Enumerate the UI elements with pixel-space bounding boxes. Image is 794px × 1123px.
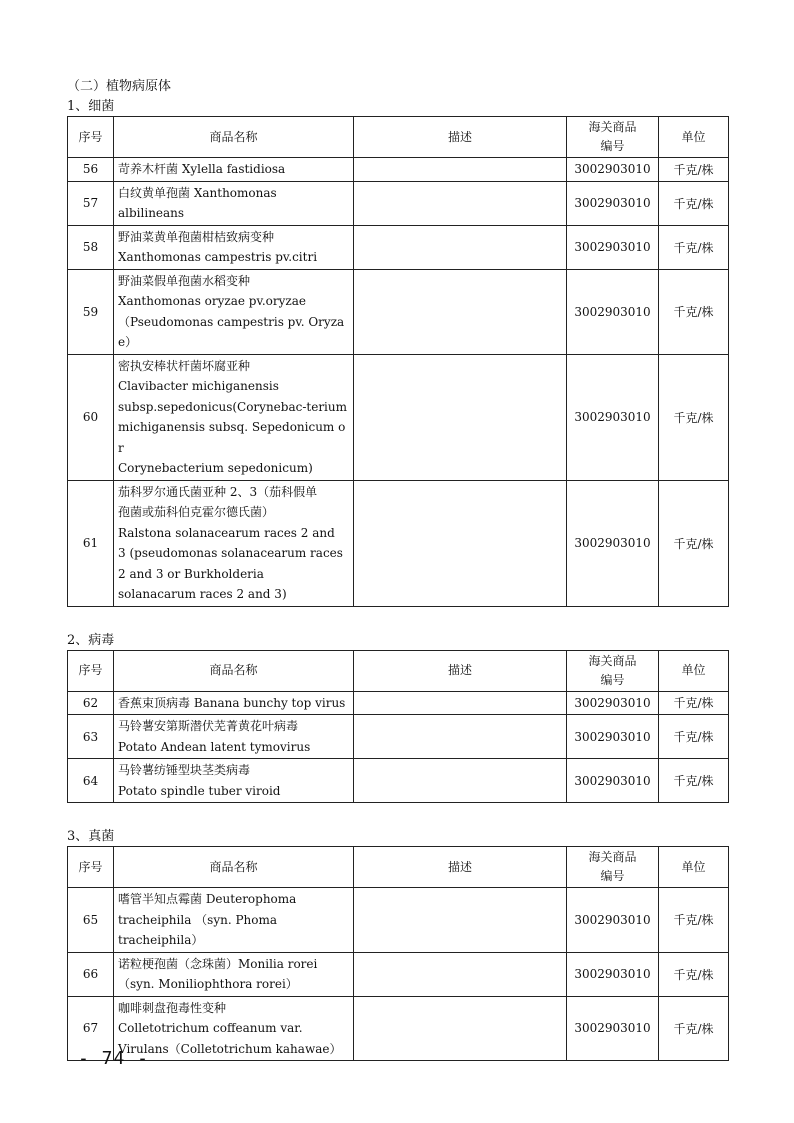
row-name-line: 诺粒梗孢菌（念珠菌）Monilia rorei: [118, 956, 318, 971]
row-code: 3002903010: [567, 181, 659, 225]
row-name-line: 野油菜假单孢菌水稻变种: [118, 273, 251, 288]
row-desc: [354, 480, 567, 606]
row-unit: 千克/株: [659, 158, 729, 182]
header-name: 商品名称: [114, 650, 354, 691]
row-desc: [354, 759, 567, 803]
row-code: 3002903010: [567, 480, 659, 606]
row-name-line: 苛养木杆菌 Xylella fastidiosa: [118, 162, 286, 176]
row-desc: [354, 225, 567, 269]
table-header-row: [68, 117, 729, 158]
viruses-heading: 2、病毒: [67, 632, 115, 648]
table-row: [68, 715, 729, 759]
header-desc: 描述: [354, 117, 567, 158]
table-row: [68, 759, 729, 803]
header-seq: 序号: [68, 650, 114, 691]
row-name-line: tracheiphila （syn. Phoma: [118, 912, 278, 927]
header-seq: 序号: [68, 847, 114, 888]
row-seq: 59: [68, 269, 114, 354]
row-name-line: Clavibacter michiganensis: [118, 379, 279, 393]
row-name-line: Potato spindle tuber viroid: [118, 783, 281, 798]
row-name-line: subsp.sepedonicus(Corynebac-terium: [118, 399, 347, 414]
row-seq: 67: [68, 996, 114, 1061]
row-name-line: michiganensis subsq. Sepedonicum or: [118, 420, 346, 455]
row-name: [114, 181, 354, 225]
row-code: 3002903010: [567, 354, 659, 480]
row-name-line: albilineans: [118, 206, 185, 220]
row-name: [114, 691, 354, 715]
viruses-table: [67, 650, 729, 804]
row-name-line: 2 and 3 or Burkholderia: [118, 566, 264, 581]
table-row: [68, 269, 729, 354]
row-name: [114, 354, 354, 480]
table-row: [68, 996, 729, 1061]
row-seq: 61: [68, 480, 114, 606]
section-title: （二）植物病原体: [67, 79, 172, 94]
header-unit: 单位: [659, 650, 729, 691]
row-seq: 58: [68, 225, 114, 269]
header-desc: 描述: [354, 650, 567, 691]
row-name-line: 白纹黄单孢菌 Xanthomonas: [118, 185, 277, 200]
row-name: [114, 996, 354, 1061]
row-name-line: Xanthomonas campestris pv.citri: [118, 250, 318, 264]
row-unit: 千克/株: [659, 996, 729, 1061]
row-name-line: 3 (pseudomonas solanacearum races: [118, 546, 343, 560]
bacteria-table: [67, 116, 729, 607]
header-code: [567, 847, 659, 888]
row-name-line: Ralstona solanacearum races 2 and: [118, 525, 335, 540]
row-name-line: （syn. Moniliophthora rorei）: [118, 977, 298, 991]
row-code: 3002903010: [567, 269, 659, 354]
table-header-row: [68, 847, 729, 888]
table-row: [68, 181, 729, 225]
row-desc: [354, 888, 567, 953]
row-name-line: （Pseudomonas campestris pv. Oryzae）: [118, 314, 345, 349]
row-seq: 64: [68, 759, 114, 803]
row-name-line: Potato Andean latent tymovirus: [118, 739, 311, 754]
row-name-line: 孢菌或茄科伯克霍尔德氏菌）: [118, 505, 275, 519]
row-desc: [354, 158, 567, 182]
document-page: [67, 78, 728, 1061]
row-desc: [354, 996, 567, 1061]
table-header-row: [68, 650, 729, 691]
row-name-line: 马铃薯纺锤型块茎类病毒: [118, 763, 251, 777]
row-unit: 千克/株: [659, 952, 729, 996]
row-seq: 65: [68, 888, 114, 953]
header-unit: 单位: [659, 117, 729, 158]
row-desc: [354, 269, 567, 354]
row-desc: [354, 952, 567, 996]
row-name: [114, 888, 354, 953]
header-desc: 描述: [354, 847, 567, 888]
row-unit: 千克/株: [659, 480, 729, 606]
row-name-line: 茄科罗尔通氏菌亚种 2、3（茄科假单: [118, 484, 318, 499]
row-seq: 60: [68, 354, 114, 480]
page-number: - 74 -: [78, 1048, 150, 1069]
row-desc: [354, 181, 567, 225]
header-code-line1: 海关商品: [588, 120, 637, 134]
header-code-line1: 海关商品: [588, 653, 637, 668]
row-name-line: 香蕉束顶病毒 Banana bunchy top virus: [118, 695, 346, 710]
row-code: 3002903010: [567, 996, 659, 1061]
row-unit: 千克/株: [659, 225, 729, 269]
row-desc: [354, 715, 567, 759]
row-seq: 63: [68, 715, 114, 759]
row-unit: 千克/株: [659, 269, 729, 354]
table-row: [68, 354, 729, 480]
row-name-line: 咖啡刺盘孢毒性变种: [118, 1000, 227, 1015]
header-code-line2: 编号: [600, 139, 625, 153]
row-seq: 62: [68, 691, 114, 715]
row-code: 3002903010: [567, 952, 659, 996]
row-unit: 千克/株: [659, 691, 729, 715]
table-row: [68, 225, 729, 269]
row-name-line: Corynebacterium sepedonicum): [118, 461, 313, 475]
row-unit: 千克/株: [659, 181, 729, 225]
row-name-line: Colletotrichum coffeanum var.: [118, 1021, 303, 1035]
header-code: [567, 650, 659, 691]
row-seq: 57: [68, 181, 114, 225]
row-code: 3002903010: [567, 691, 659, 715]
header-code-line2: 编号: [600, 672, 625, 687]
fungi-heading: 3、真菌: [67, 829, 115, 844]
header-code-line1: 海关商品: [588, 850, 637, 864]
table-row: [68, 480, 729, 606]
header-code-line2: 编号: [600, 869, 625, 883]
header-seq: 序号: [68, 117, 114, 158]
row-unit: 千克/株: [659, 759, 729, 803]
row-name-line: Virulans（Colletotrichum kahawae）: [118, 1041, 342, 1056]
row-name: [114, 759, 354, 803]
row-name-line: 密执安棒状杆菌坏腐亚种: [118, 358, 251, 373]
row-unit: 千克/株: [659, 888, 729, 953]
header-name: 商品名称: [114, 117, 354, 158]
row-seq: 56: [68, 158, 114, 182]
table-row: [68, 888, 729, 953]
row-name: [114, 225, 354, 269]
table-row: [68, 952, 729, 996]
row-name: [114, 952, 354, 996]
row-name-line: 野油菜黄单孢菌柑桔致病变种: [118, 229, 275, 244]
row-name-line: 马铃薯安第斯潜伏芜菁黄花叶病毒: [118, 719, 299, 733]
row-code: 3002903010: [567, 225, 659, 269]
row-name: [114, 715, 354, 759]
row-code: 3002903010: [567, 715, 659, 759]
row-desc: [354, 354, 567, 480]
row-unit: 千克/株: [659, 354, 729, 480]
row-unit: 千克/株: [659, 715, 729, 759]
row-seq: 66: [68, 952, 114, 996]
row-name-line: tracheiphila）: [118, 933, 204, 947]
row-name: [114, 269, 354, 354]
row-code: 3002903010: [567, 759, 659, 803]
fungi-table: [67, 846, 729, 1061]
header-code: [567, 117, 659, 158]
row-code: 3002903010: [567, 158, 659, 182]
row-name: [114, 480, 354, 606]
row-desc: [354, 691, 567, 715]
bacteria-heading: 1、细菌: [67, 99, 115, 114]
row-code: 3002903010: [567, 888, 659, 953]
header-unit: 单位: [659, 847, 729, 888]
row-name-line: 嗜管半知点霉菌 Deuterophoma: [118, 892, 297, 906]
row-name-line: solanacarum races 2 and 3): [118, 587, 287, 601]
row-name: [114, 158, 354, 182]
table-row: [68, 691, 729, 715]
header-name: 商品名称: [114, 847, 354, 888]
table-row: [68, 158, 729, 182]
row-name-line: Xanthomonas oryzae pv.oryzae: [118, 294, 306, 308]
